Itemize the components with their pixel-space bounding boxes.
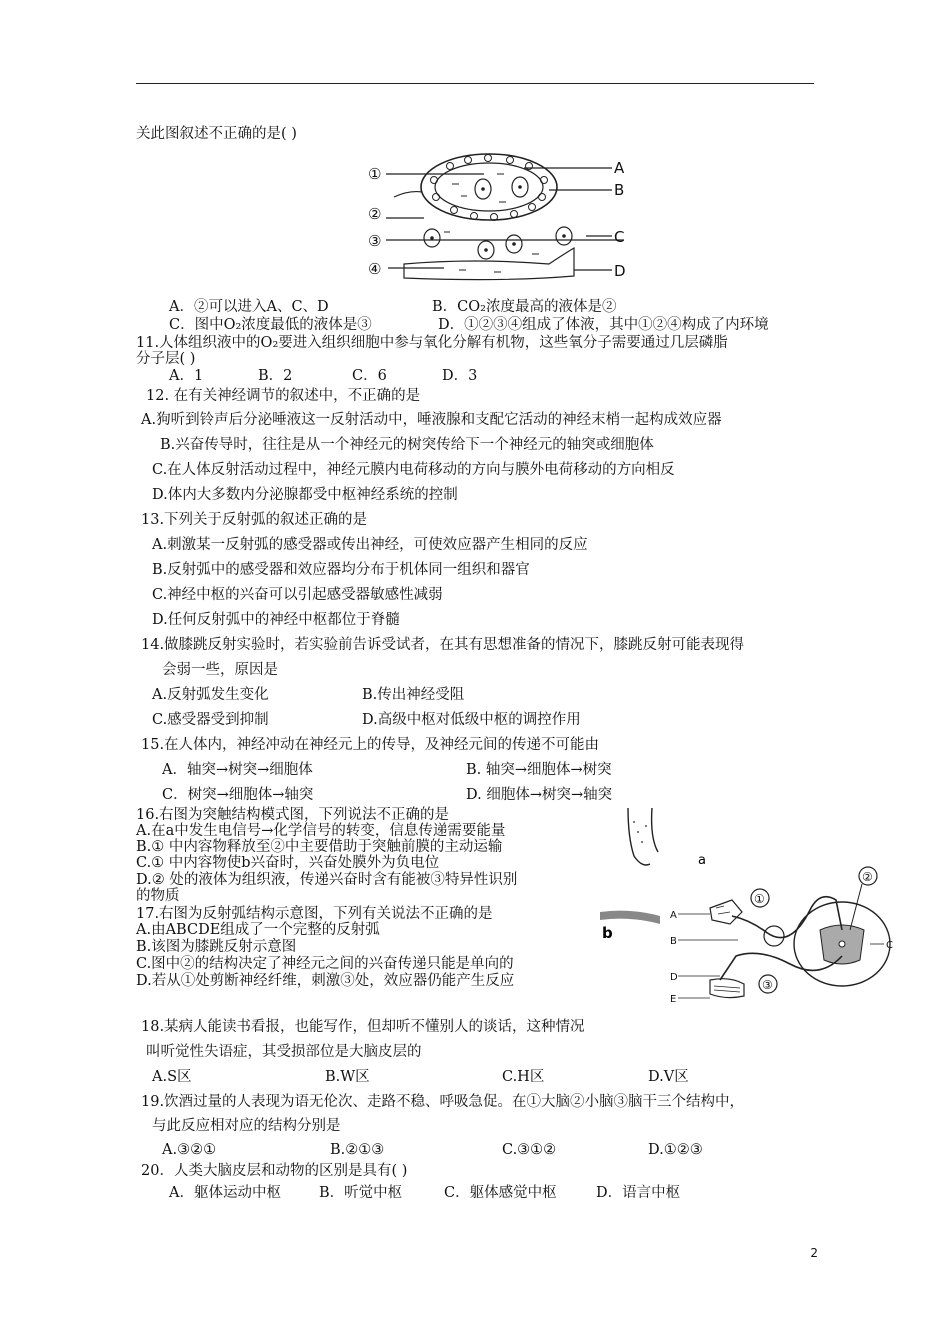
q16-option-d-line2: 的物质 <box>136 888 180 904</box>
q15-option-b: B. 轴突→细胞体→树突 <box>466 762 612 778</box>
q20-option-c: C．躯体感觉中枢 <box>444 1185 557 1201</box>
q14-stem-line1: 14.做膝跳反射实验时，若实验前告诉受试者，在其有思想准备的情况下，膝跳反射可能表现得 <box>141 637 745 653</box>
q20-stem: 20．人类大脑皮层和动物的区别是具有( ) <box>141 1163 408 1179</box>
q15-option-c: C．树突→细胞体→轴突 <box>162 787 314 803</box>
q13-option-c: C.神经中枢的兴奋可以引起感受器敏感性减弱 <box>152 587 443 603</box>
q16-stem: 16.右图为突触结构模式图，下列说法不正确的是 <box>136 807 450 823</box>
fig17-label-D: D <box>670 972 678 983</box>
q12-option-b: B.兴奋传导时，往往是从一个神经元的树突传给下一个神经元的轴突或细胞体 <box>160 437 654 453</box>
fig10-label-C: C <box>614 228 625 246</box>
fig16-label-b: b <box>602 924 613 938</box>
q17-option-a: A.由ABCDE组成了一个完整的反射弧 <box>136 922 380 938</box>
fig17-label-3: ③ <box>762 978 773 992</box>
fig17-label-A: A <box>670 910 677 921</box>
q18-option-c: C.H区 <box>502 1069 545 1085</box>
fig10-label-2: ② <box>368 205 382 223</box>
q17-reflex-arc-figure <box>670 860 900 1020</box>
q10-stem: 关此图叙述不正确的是( ) <box>136 126 297 142</box>
q19-stem-line1: 19.饮酒过量的人表现为语无伦次、走路不稳、呼吸急促。在①大脑②小脑③脑干三个结构中， <box>141 1094 745 1110</box>
q16-option-a: A.在a中发生电信号→化学信号的转变，信息传递需要能量 <box>136 823 506 839</box>
q13-option-b: B.反射弧中的感受器和效应器均分布于机体同一组织和器官 <box>152 562 530 578</box>
q19-stem-line2: 与此反应相对应的结构分别是 <box>152 1118 341 1134</box>
q17-option-d: D.若从①处剪断神经纤维，刺激③处，效应器仍能产生反应 <box>136 973 515 989</box>
fig10-label-A: A <box>614 159 625 177</box>
q18-option-d: D.V区 <box>648 1069 689 1085</box>
q17-option-c: C.图中②的结构决定了神经元之间的兴奋传递只能是单向的 <box>136 956 514 972</box>
q14-option-d: D.高级中枢对低级中枢的调控作用 <box>362 712 581 728</box>
q14-option-a: A.反射弧发生变化 <box>152 687 269 703</box>
header-rule <box>136 83 814 84</box>
q10-option-d: D．①②③④组成了体液，其中①②④构成了内环境 <box>438 317 769 333</box>
page-number: 2 <box>810 1246 818 1260</box>
q17-option-b: B.该图为膝跳反射示意图 <box>136 939 297 955</box>
q10-body-fluid-figure <box>364 152 629 284</box>
q12-option-a: A.狗听到铃声后分泌唾液这一反射活动中，唾液腺和支配它活动的神经末梢一起构成效应器 <box>141 412 722 428</box>
q18-stem-line2: 叫听觉性失语症，其受损部位是大脑皮层的 <box>146 1044 422 1060</box>
q12-option-c: C.在人体反射活动过程中，神经元膜内电荷移动的方向与膜外电荷移动的方向相反 <box>152 462 675 478</box>
q11-option-a: A．1 <box>169 368 204 384</box>
fig16-label-a: a <box>698 853 706 868</box>
q10-option-b: B．CO₂浓度最高的液体是② <box>432 299 617 315</box>
fig10-label-4: ④ <box>368 260 382 278</box>
q13-option-a: A.刺激某一反射弧的感受器或传出神经，可使效应器产生相同的反应 <box>152 537 588 553</box>
q19-option-c: C.③①② <box>502 1142 557 1158</box>
fig10-label-3: ③ <box>368 232 382 250</box>
q19-option-d: D.①②③ <box>648 1142 703 1158</box>
fig17-label-E: E <box>670 994 677 1005</box>
fig10-label-B: B <box>614 181 625 199</box>
q15-option-d: D. 细胞体→树突→轴突 <box>466 787 613 803</box>
q12-option-d: D.体内大多数内分泌腺都受中枢神经系统的控制 <box>152 487 458 503</box>
q12-stem: 12. 在有关神经调节的叙述中，不正确的是 <box>146 388 421 404</box>
q20-option-b: B．听觉中枢 <box>319 1185 403 1201</box>
q11-option-d: D．3 <box>442 368 478 384</box>
fig17-label-B: B <box>670 936 677 947</box>
fig17-label-2: ② <box>862 870 873 884</box>
q20-option-a: A．躯体运动中枢 <box>169 1185 281 1201</box>
fig10-label-D: D <box>614 262 626 280</box>
fig17-label-1: ① <box>754 892 765 906</box>
q18-stem-line1: 18.某病人能读书看报，也能写作，但却听不懂别人的谈话，这种情况 <box>141 1019 585 1035</box>
q19-option-b: B.②①③ <box>330 1142 385 1158</box>
q15-option-a: A．轴突→树突→细胞体 <box>162 762 313 778</box>
q14-option-b: B.传出神经受阻 <box>362 687 465 703</box>
q11-stem-line1: 11.人体组织液中的O₂要进入组织细胞中参与氧化分解有机物，这些氧分子需要通过几层磷脂 <box>136 335 728 351</box>
q18-option-a: A.S区 <box>152 1069 192 1085</box>
q16-option-c: C.① 中内容物使b兴奋时，兴奋处膜外为负电位 <box>136 855 440 871</box>
q19-option-a: A.③②① <box>162 1142 217 1158</box>
q11-option-c: C．6 <box>352 368 387 384</box>
q10-option-a: A．②可以进入A、C、D <box>169 299 329 315</box>
q13-option-d: D.任何反射弧中的神经中枢都位于脊髓 <box>152 612 400 628</box>
q18-option-b: B.W区 <box>325 1069 370 1085</box>
fig17-label-C: C <box>886 940 893 951</box>
q14-stem-line2: 会弱一些，原因是 <box>162 662 278 678</box>
q16-option-d-line1: D.② 处的液体为组织液，传递兴奋时含有能被③特异性识别 <box>136 872 518 888</box>
q15-stem: 15.在人体内，神经冲动在神经元上的传导，及神经元间的传递不可能由 <box>141 737 600 753</box>
q11-option-b: B．2 <box>258 368 293 384</box>
q17-stem: 17.右图为反射弧结构示意图，下列有关说法不正确的是 <box>136 906 493 922</box>
q16-option-b: B.① 中内容物释放至②中主要借助于突触前膜的主动运输 <box>136 839 503 855</box>
q20-option-d: D．语言中枢 <box>596 1185 681 1201</box>
q13-stem: 13.下列关于反射弧的叙述正确的是 <box>141 512 368 528</box>
q14-option-c: C.感受器受到抑制 <box>152 712 269 728</box>
q10-option-c: C．图中O₂浓度最低的液体是③ <box>169 317 372 333</box>
q11-stem-line2: 分子层( ) <box>136 351 196 367</box>
fig10-label-1: ① <box>368 165 382 183</box>
